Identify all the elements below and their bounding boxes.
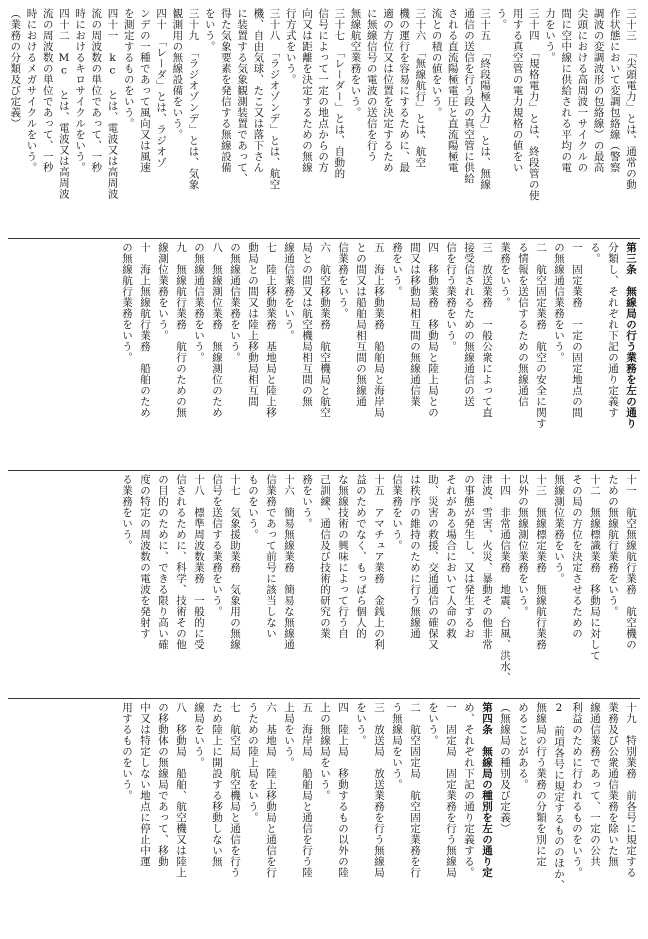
text-column: 線通信業務をいう。 xyxy=(283,242,295,341)
text-column: の無線通信業務をいう。 xyxy=(193,242,205,363)
text-column: 六 航空移動業務 航空機局と航空 xyxy=(319,242,331,418)
text-column: 己訓練、通信及び技術的研究の業 xyxy=(319,474,331,639)
text-column: 五 海岸局 船舶局と通信を行う陸 xyxy=(301,702,313,878)
text-column: の無線航行業務をいう。 xyxy=(121,242,133,363)
text-column: め、それぞれ下記の通り定義する。 xyxy=(463,702,475,878)
text-column: 信業務をいう。 xyxy=(337,242,349,319)
text-column: 力をいう。 xyxy=(543,8,556,63)
text-column: 七 陸上移動業務 基地局と陸上移 xyxy=(265,242,277,418)
text-column: 用するものをいう。 xyxy=(121,702,133,801)
text-column: 八 無線測位業務 無線測位のため xyxy=(211,242,223,418)
text-column: を測定するものをいう。 xyxy=(122,8,135,129)
text-column: 業務及び公衆通信業務を除いた無 xyxy=(607,702,619,867)
text-band-4 xyxy=(8,700,640,932)
text-band-2 xyxy=(8,240,640,471)
text-column: ため陸上に開設する移動しない無 xyxy=(211,702,223,867)
text-column: 十 海上無線航行業務 船舶のため xyxy=(139,242,151,418)
text-column: 行方式をいう。 xyxy=(284,8,297,85)
text-column: 一 固定局 固定業務を行う無線局 xyxy=(445,702,457,878)
text-column: 線局をいう。 xyxy=(193,702,205,768)
text-column: 務をいう。 xyxy=(301,474,313,529)
text-column: をいう。 xyxy=(427,702,439,746)
text-column: 信を行う業務をいう。 xyxy=(445,242,457,352)
text-band-3 xyxy=(8,472,640,699)
text-column: 四 移動業務 移動局と陸上局との xyxy=(427,242,439,418)
text-column: 三十八 「ラジオゾンデ」とは、航空 xyxy=(268,8,281,190)
text-column: 三十四 「規格電力」とは、終段管の使 xyxy=(527,8,540,201)
text-column: 三十五 「終段陽極入力」とは、無線 xyxy=(479,8,492,190)
text-column: 分類し、それぞれ下記の通り定義す xyxy=(607,242,619,418)
text-column: に無線信号の電波の送信を行う xyxy=(365,8,378,162)
text-column: 津波、雪害、火災、暴動その他非常 xyxy=(481,474,493,650)
text-column: 四十 「レーダ」とは、ラジオゾ xyxy=(155,8,168,168)
text-column: 四十一 kc とは、電波又は高周波 xyxy=(106,8,119,200)
text-column: 六 基地局 陸上移動局と通信を行 xyxy=(265,702,277,878)
text-column: 向又は距離を決定するための無線 xyxy=(300,8,313,173)
text-column: 二 航空固定業務 航空の安全に関す xyxy=(535,242,547,429)
text-column: うための陸上局をいう。 xyxy=(247,702,259,823)
text-column: 四 陸上局 移動するもの以外の陸 xyxy=(337,702,349,878)
text-column: 二 航空固定局 航空固定業務を行 xyxy=(409,702,421,878)
text-column: をいう。 xyxy=(203,8,216,52)
text-column: 第三条 無線局の行う業務を左の通り xyxy=(625,242,637,429)
text-column: 観測用の無線設備をいう。 xyxy=(171,8,184,140)
text-column: 五 海上移動業務 船舶局と海岸局 xyxy=(373,242,385,418)
text-column: 線通信業務であって、一定の公共 xyxy=(589,702,601,867)
text-column: 時におけるキロサイクルをいう。 xyxy=(74,8,87,173)
text-column: の事態が発生し、又は発生するお xyxy=(463,474,475,639)
text-column: 無線測位業務をいう。 xyxy=(553,474,565,584)
text-column: 度の特定の周波数の電波を発射す xyxy=(139,474,151,639)
text-column: 適の方位又は位置を決定するため xyxy=(381,8,394,173)
text-column: 上の無線局をいう。 xyxy=(319,702,331,801)
text-column: 信業務をいう。 xyxy=(391,474,403,551)
text-column: めることがある。 xyxy=(517,702,529,790)
text-column: 流の周波数の単位であって、一秒 xyxy=(41,8,54,173)
text-column: 十六 簡易無線業務 簡易な無線通 xyxy=(283,474,295,650)
text-band-1 xyxy=(8,6,640,239)
text-column: 八 移動局 船舶、航空機又は陸上 xyxy=(175,702,187,878)
text-column: をいう。 xyxy=(355,702,367,746)
text-column: 間又は移動局相互間の無線通信業 xyxy=(409,242,421,407)
text-column: 助、災害の救援、交通通信の確保又 xyxy=(427,474,439,650)
text-column: （業務の分類及び定義） xyxy=(9,8,22,129)
text-column: 三十九 「ラジオゾンデ」とは、気象 xyxy=(187,8,200,190)
text-column: 流の周波数の単位であって、一秒 xyxy=(90,8,103,173)
text-column: 用する真空管の電力規格の値をい xyxy=(511,8,524,173)
text-column: う。 xyxy=(495,8,508,30)
text-column: 十一 航空無線航行業務 航空機の xyxy=(625,474,637,650)
text-column: 利益のために行われるものをいう。 xyxy=(571,702,583,878)
text-column: 信されるために、科学、技術その他 xyxy=(175,474,187,650)
text-column: 三 放送局 放送業務を行う無線局 xyxy=(373,702,385,878)
text-column: 中又は特定しない地点に停止中運 xyxy=(139,702,151,867)
text-column: 九 無線航行業務 航行のための無 xyxy=(175,242,187,418)
text-column: る業務をいう。 xyxy=(121,474,133,551)
text-column: な無線技術の興味によって行う自 xyxy=(337,474,349,639)
text-column: 信業務であって前号に該当しない xyxy=(265,474,277,639)
text-column: される直流陽極電圧と直流陽極電 xyxy=(446,8,459,173)
text-column: 時におけるメガサイクルをいう。 xyxy=(25,8,38,173)
text-column: 十九 特別業務 前各号に規定する xyxy=(625,702,637,878)
text-column: 七 航空局 航空機局と通信を行う xyxy=(229,702,241,878)
text-column: 業務をいう。 xyxy=(499,242,511,308)
text-column: の無線通信業務をいう。 xyxy=(229,242,241,363)
text-column: 無線航空業務をいう。 xyxy=(349,8,362,118)
text-column: 益のためでなく、もっぱら個人的 xyxy=(355,474,367,639)
text-column: 十二 無線標識業務 移動局に対して xyxy=(589,474,601,661)
text-column: 四十二 Mc とは、電波又は高周波 xyxy=(57,8,70,200)
text-column: る情報を送信するための無線通信 xyxy=(517,242,529,407)
text-column: に装置する気象観測装置であって、 xyxy=(236,8,249,184)
text-column: 三十三 「尖頭電力」とは、通常の動 xyxy=(625,8,637,190)
text-column: 信号を送信する業務をいう。 xyxy=(211,474,223,617)
text-column: それがある場合において人命の救 xyxy=(445,474,457,639)
text-column: 調波の変調波形の包絡線）の最高 xyxy=(592,8,605,173)
text-column: 信号によって一定の地点からの方 xyxy=(317,8,330,173)
text-column: 作状態において変調包絡線（警察 xyxy=(608,8,621,173)
text-column: 十八 標準周波数業務 一般的に受 xyxy=(193,474,205,650)
text-column: 機の運行を容易にするために、最 xyxy=(398,8,411,173)
text-column: 接受信されるための無線通信の送 xyxy=(463,242,475,407)
text-column: 尖頭における高周波一サイクルの xyxy=(576,8,589,173)
text-column: 一 固定業務 一定の固定地点の間 xyxy=(571,242,583,418)
text-column: 以外の無線測位業務をいう。 xyxy=(517,474,529,617)
text-column: 十三 無線標定業務 無線航行業務 xyxy=(535,474,547,650)
text-column: 三 放送業務 一般公衆によって直 xyxy=(481,242,493,418)
text-column: 三十六 「無線航行」とは、航空 xyxy=(414,8,427,168)
text-column: 務をいう。 xyxy=(391,242,403,297)
text-column: 動局との間又は陸上移動局相互間 xyxy=(247,242,259,407)
text-column: 無線局の行う業務の分類を別に定 xyxy=(535,702,547,867)
text-column: 十五 アマチュア業務 金銭上の利 xyxy=(373,474,385,650)
text-column: 第四条 無線局の種別を左の通り定 xyxy=(481,702,493,878)
text-column: の目的のために、できる限り高い確 xyxy=(157,474,169,650)
text-column: ものをいう。 xyxy=(247,474,259,540)
text-column: 線測位業務をいう。 xyxy=(157,242,169,341)
text-column: ための無線航行業務をいう。 xyxy=(607,474,619,617)
text-column: ンデの一種であって風向又は風速 xyxy=(138,8,151,173)
text-column: 三十七 「レーダー」とは、自動的 xyxy=(333,8,346,179)
text-column: の無線通信業務をいう。 xyxy=(553,242,565,363)
text-column: の移動体の無線局であって、移動 xyxy=(157,702,169,867)
text-column: 得た気象要素を発信する無線設備 xyxy=(219,8,232,173)
text-column: る。 xyxy=(589,242,601,264)
text-column: 間に空中線に供給される平均の電 xyxy=(560,8,573,173)
text-column: 機、自由気球、たこ又は落下さん xyxy=(252,8,265,173)
text-column: う無線局をいう。 xyxy=(391,702,403,790)
text-column: （無線局の種別及び定義） xyxy=(499,702,511,834)
text-column: 通信の送信を行う段の真空管に供給 xyxy=(462,8,475,184)
text-column: 十四 非常通信業務 地震、台風、洪水、 xyxy=(499,474,511,683)
text-column: 局との間又は航空機局相互間の無 xyxy=(301,242,313,407)
text-column: 上局をいう。 xyxy=(283,702,295,768)
text-column: その局の方位を決定させるための xyxy=(571,474,583,639)
text-column: は秩序の維持のために行う無線通 xyxy=(409,474,421,639)
text-column: 2 前項各号に規定するもののほか、 xyxy=(553,702,565,891)
text-column: 流との積の値をいう。 xyxy=(430,8,443,118)
text-column: 十七 気象援助業務 気象用の無線 xyxy=(229,474,241,650)
text-column: との間又は船舶局相互間の無線通 xyxy=(355,242,367,407)
